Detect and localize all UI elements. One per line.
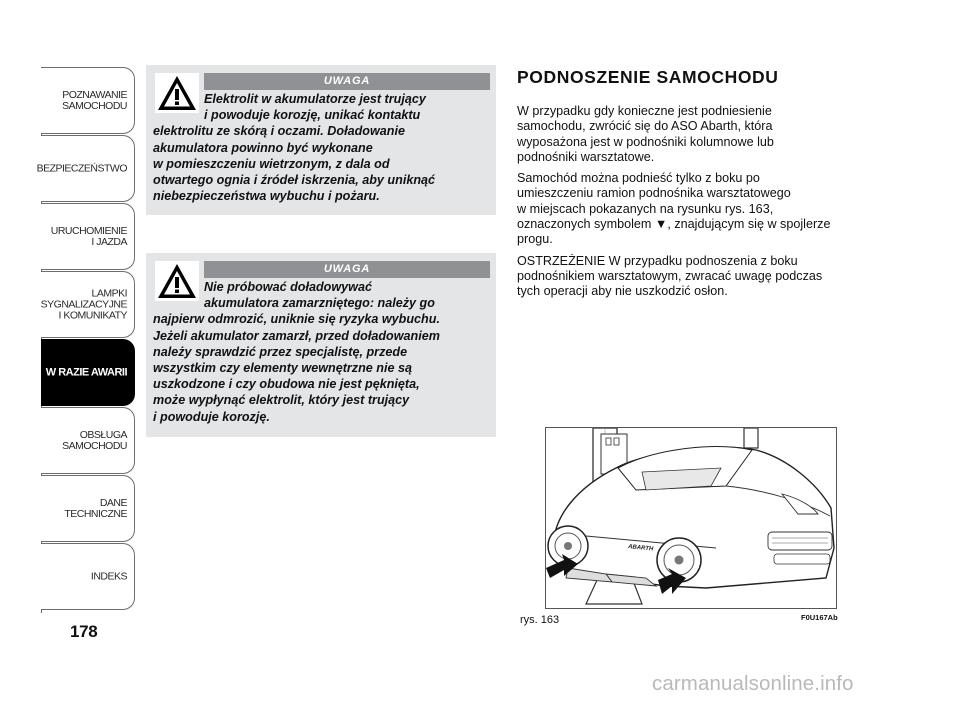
warning-line: i powoduje korozję, unikać kontaktu xyxy=(204,108,421,123)
body-line: tych operacji aby nie uszkodzić osłon. xyxy=(517,284,728,299)
warning-text xyxy=(153,279,493,425)
body-line: samochodu, zwrócić się do ASO Abarth, która xyxy=(517,119,773,134)
warning-line: elektrolitu ze skórą i oczami. Doładowanie xyxy=(153,124,405,139)
chapter-tab-label: OBSŁUGA SAMOCHODU xyxy=(62,428,127,452)
warning-line: najpierw odmrozić, uniknie się ryzyka wybuchu. xyxy=(153,312,440,327)
chapter-tabs xyxy=(36,67,135,611)
figure-code: F0U167Ab xyxy=(801,613,838,622)
body-line: OSTRZEŻENIE W przypadku podnoszenia z boku xyxy=(517,253,798,268)
chapter-tab-label: INDEKS xyxy=(90,570,127,582)
body-paragraph xyxy=(517,104,877,165)
chapter-tab[interactable] xyxy=(41,339,135,406)
chapter-tab[interactable] xyxy=(36,135,135,202)
chapter-tab-label: W RAZIE AWARII xyxy=(45,366,127,378)
warning-line: może wypłynąć elektrolit, który jest trujący xyxy=(153,393,410,408)
body-line: oznaczonych symbolem ▼, znajdującym się w spojlerze xyxy=(517,217,831,232)
chapter-tab[interactable] xyxy=(41,203,135,270)
chapter-tab-label: LAMPKI SYGNALIZACYJNE I KOMUNIKATY xyxy=(40,287,127,321)
body-line: w miejscach pokazanych na rysunku rys. 163, xyxy=(517,201,774,216)
watermark-text: carmanualsonline.info xyxy=(652,672,854,695)
warning-line: należy sprawdzić przez specjalistę, przede xyxy=(153,344,408,359)
body-line: umieszczeniu ramion podnośnika warsztatowego xyxy=(517,186,791,201)
warning-text xyxy=(153,91,493,204)
chapter-tab[interactable] xyxy=(41,271,135,338)
chapter-tab-label: URUCHOMIENIE I JAZDA xyxy=(50,224,127,248)
body-line: progu. xyxy=(517,232,553,247)
warning-box-electrolyte xyxy=(146,65,496,215)
chapter-tab-label: POZNAWANIE SAMOCHODU xyxy=(62,88,127,112)
warning-heading: UWAGA xyxy=(204,261,490,278)
warning-line: niebezpieczeństwa wybuchu i pożaru. xyxy=(153,189,380,204)
warning-line: Jeżeli akumulator zamarzł, przed doładowaniem xyxy=(153,328,440,343)
section-body xyxy=(517,104,877,306)
warning-box-frozen-battery xyxy=(146,253,496,437)
warning-line: otwartego ognia i źródeł iskrzenia, aby uniknąć xyxy=(153,173,436,188)
page-number: 178 xyxy=(70,622,98,641)
chapter-tab-label: BEZPIECZEŃSTWO xyxy=(36,162,127,174)
car-badge-text: ABARTH xyxy=(627,544,654,553)
chapter-tab[interactable] xyxy=(41,475,135,542)
warning-line: Elektrolit w akumulatorze jest trujący xyxy=(204,92,426,106)
body-paragraph xyxy=(517,254,877,300)
warning-heading: UWAGA xyxy=(204,73,490,90)
chapter-tab[interactable] xyxy=(41,67,135,134)
chapter-tab[interactable] xyxy=(41,543,135,610)
warning-line: i powoduje korozję. xyxy=(153,409,270,424)
warning-line: uszkodzone i czy obudowa nie jest pęknięta, xyxy=(153,377,420,392)
warning-line: akumulatora zamarzniętego: należy go xyxy=(204,296,435,311)
warning-line: akumulatora powinno być wykonane xyxy=(153,140,373,155)
warning-line: Nie próbować doładowywać xyxy=(204,280,372,294)
chapter-tab[interactable] xyxy=(41,407,135,474)
warning-line: w pomieszczeniu wietrzonym, z dala od xyxy=(153,156,390,171)
body-line: podnośniki warsztatowe. xyxy=(517,149,655,164)
figure-caption: rys. 163 xyxy=(520,614,560,626)
body-line: W przypadku gdy konieczne jest podniesienie xyxy=(517,104,772,118)
chapter-tab-label: DANE TECHNICZNE xyxy=(64,496,127,520)
body-line: wyposażona jest w podnośniki kolumnowe lub xyxy=(517,134,774,149)
body-paragraph xyxy=(517,171,877,247)
figure-car-on-lift xyxy=(545,427,837,609)
warning-line: wszystkim czy elementy wewnętrzne nie są xyxy=(153,361,412,376)
body-line: Samochód można podnieść tylko z boku po xyxy=(517,171,760,186)
section-title: PODNOSZENIE SAMOCHODU xyxy=(517,67,779,87)
car-lift-illustration xyxy=(546,428,837,609)
body-line: podnośnikiem warsztatowym, zwracać uwagę podczas xyxy=(517,268,823,283)
